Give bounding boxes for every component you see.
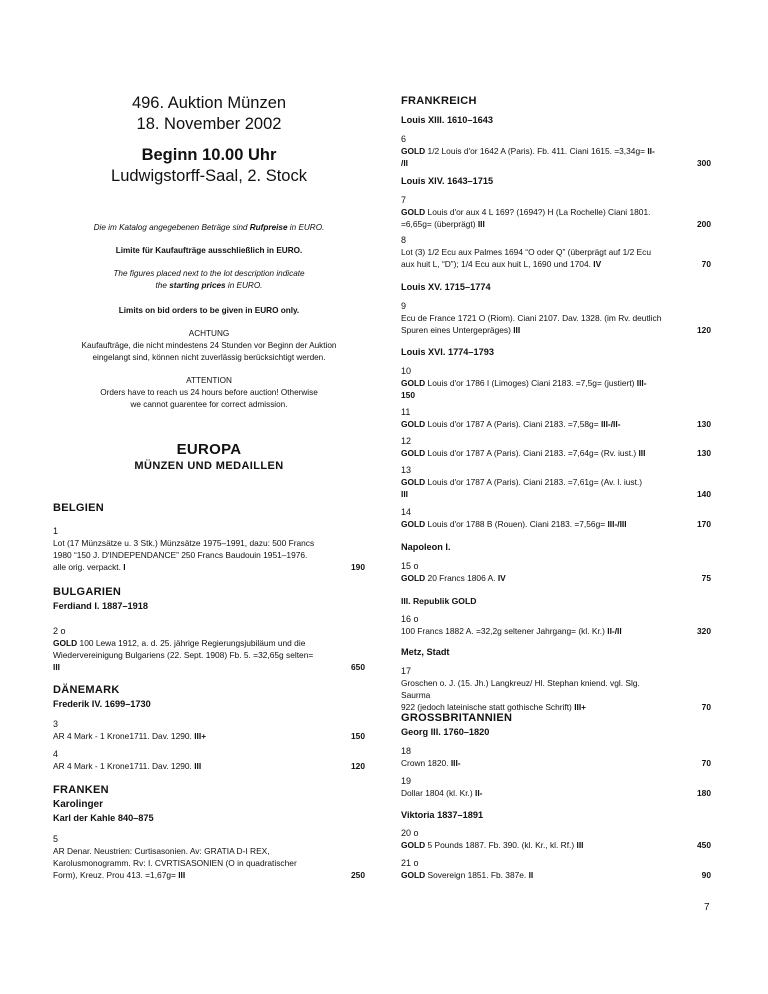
lot-13 (401, 464, 711, 500)
lot-metal: GOLD (401, 419, 426, 429)
lot-text (401, 218, 667, 230)
lot-18 (401, 745, 711, 769)
lot-number: 16 o (401, 614, 419, 624)
lot-metal: GOLD (401, 378, 426, 388)
lot-text: Ecu de France 1721 O (Riom). Ciani 2107. Dav. 1328. (im Rv. deutlich (401, 313, 662, 323)
lot-grade: III (194, 761, 202, 771)
lot-grade: III+ (194, 731, 207, 741)
lot-price: 300 (697, 158, 711, 168)
lot-grade: II-/II (607, 626, 622, 636)
lot-price: 130 (697, 448, 711, 458)
lot-text (401, 572, 667, 584)
lot-3 (53, 718, 365, 742)
lot-grade: IV (497, 573, 506, 583)
lot-text: Louis d'or 1786 I (Limoges) Ciani 2183. =7,5g= (justiert) (425, 378, 637, 388)
lot-grade: III (477, 219, 485, 229)
ruler-heading: Frederik IV. 1699–1730 (53, 699, 151, 709)
lot-text: Louis d'or 1788 B (Rouen). Ciani 2183. =7,56g= (425, 519, 608, 529)
section-title: EUROPA (176, 441, 242, 458)
lot-metal: GOLD (53, 638, 78, 648)
lot-10 (401, 365, 711, 401)
lot-number: 9 (401, 301, 407, 311)
country-heading-grossbritannien: GROSSBRITANNIEN (401, 712, 513, 724)
lot-description (53, 637, 365, 673)
lot-description (401, 518, 711, 530)
lot-grade: III (513, 325, 521, 335)
lot-number: 14 (401, 507, 412, 517)
lot-price: 320 (697, 626, 711, 636)
lot-number: 2 o (53, 626, 66, 636)
ruler-heading: Louis XIV. 1643–1715 (401, 176, 494, 186)
ruler-heading: Louis XVI. 1774–1793 (401, 347, 494, 357)
lot-description (401, 145, 711, 169)
lot-text (401, 787, 667, 799)
lot-text (401, 518, 667, 530)
lot-number: 4 (53, 749, 59, 759)
lot-number: 11 (401, 407, 411, 417)
lot-text: Lot (3) 1/2 Ecu aux Palmes 1694 “O oder Q” (überprägt auf 1/2 Ecu (401, 247, 651, 257)
lot-metal: GOLD (401, 448, 426, 458)
lot-price: 70 (701, 702, 711, 712)
note-en-limits: Limits on bid orders to be given in EURO only. (118, 306, 300, 315)
lot-text (401, 447, 667, 459)
lot-text (401, 869, 667, 881)
lot-price: 70 (701, 259, 711, 269)
lot-grade: IV (593, 259, 602, 269)
lot-price: 75 (701, 573, 711, 583)
lot-text (401, 145, 667, 157)
lot-grade: III (53, 662, 60, 672)
note-text: the (155, 281, 170, 290)
lot-price: 450 (697, 840, 711, 850)
ruler-heading: Louis XIII. 1610–1643 (401, 115, 493, 125)
lot-price: 250 (351, 870, 365, 880)
lot-grade: III-/II- (600, 419, 621, 429)
lot-text: 100 Francs 1882 A. =32,2g seltener Jahrgang= (kl. Kr.) (401, 626, 608, 636)
lot-text (401, 488, 667, 500)
country-heading-bulgarien: BULGARIEN (53, 586, 122, 598)
lot-description (53, 730, 365, 742)
lot-text: Lot (17 Münzsätze u. 3 Stk.) Münzsätze 1975–1991, dazu: 500 Francs (53, 538, 315, 548)
lot-price: 70 (701, 758, 711, 768)
lot-description (401, 625, 711, 637)
lot-description (53, 537, 365, 573)
lot-text (53, 561, 321, 573)
attention-block (53, 375, 365, 411)
lot-price: 120 (351, 761, 365, 771)
lot-price: 650 (351, 662, 365, 672)
lot-20 (401, 827, 711, 851)
lot-5 (53, 833, 365, 881)
lot-number: 7 (401, 195, 407, 205)
lot-text: Groschen o. J. (15. Jh.) Langkreuz/ Hl. Stephan kniend. vgl. Slg. Saurma (401, 678, 640, 700)
ruler-heading: Karl der Kahle 840–875 (53, 813, 154, 823)
lot-text (401, 418, 667, 430)
lot-metal: GOLD (401, 146, 426, 156)
start-time: Beginn 10.00 Uhr (141, 146, 277, 164)
lot-text: Louis d'or 1787 A (Paris). Ciani 2183. =7,61g= (Av. l. iust.) (425, 477, 643, 487)
lot-grade: III (178, 870, 186, 880)
lot-text (401, 625, 667, 637)
note-text: in EURO. (287, 223, 325, 232)
lot-description (53, 845, 365, 881)
lot-text: 5 Pounds 1887. Fb. 390. (kl. Kr., kl. Rf.) (425, 840, 577, 850)
lot-11 (401, 406, 711, 430)
lot-14 (401, 506, 711, 530)
lot-text: AR Denar. Neustrien: Curtisasonien. Av: GRATIA D-I REX, (53, 846, 270, 856)
lot-number: 6 (401, 134, 407, 144)
lot-text: Form), Kreuz. Prou 413. =1,67g= (53, 870, 179, 880)
lot-grade: III-/III (607, 519, 627, 529)
lot-text (401, 206, 667, 218)
lot-text: Karolusmonogramm. Rv: I. CVRTISASONIEN (O in quadratischer (53, 858, 297, 868)
lot-1 (53, 525, 365, 573)
lot-text: =6,65g= (überprägt) (401, 219, 478, 229)
lot-price: 190 (351, 562, 365, 572)
lot-metal: GOLD (401, 870, 426, 880)
lot-19 (401, 775, 711, 799)
lot-grade: III+ (574, 702, 587, 712)
note-emphasis: Rufpreise (249, 223, 288, 232)
country-heading-daenemark: DÄNEMARK (53, 684, 120, 696)
section-subtitle: MÜNZEN UND MEDAILLEN (134, 460, 284, 472)
country-heading-belgien: BELGIEN (53, 502, 104, 514)
lot-grade: II (528, 870, 534, 880)
lot-9 (401, 300, 711, 336)
lot-description (401, 757, 711, 769)
lot-6 (401, 133, 711, 169)
lot-description (401, 572, 711, 584)
note-en-prices (53, 268, 365, 292)
lot-description (53, 760, 365, 772)
lot-grade: III- (636, 378, 647, 388)
lot-text: Wiedervereinigung Bulgariens (22. Sept. 1908) Fb. 5. =32,65g selten= (53, 650, 314, 660)
lot-metal: GOLD (401, 477, 426, 487)
lot-text: 1980 “150 J. D'INDEPENDANCE” 250 Francs Baudouin 1951–1976. (53, 550, 308, 560)
attention-title: ATTENTION (186, 376, 232, 385)
dynasty-heading: Karolinger (53, 799, 104, 810)
note-de-prices (53, 222, 365, 234)
note-text: in EURO. (225, 281, 263, 290)
lot-text (401, 377, 667, 389)
lot-text: Crown 1820. (401, 758, 451, 768)
lot-metal: GOLD (401, 519, 426, 529)
lot-description (401, 839, 711, 851)
lot-price: 120 (697, 325, 711, 335)
page-number: 7 (704, 902, 710, 913)
note-text: The figures placed next to the lot description indicate (113, 269, 305, 278)
lot-description (401, 787, 711, 799)
lot-text: 20 Francs 1806 A. (425, 573, 498, 583)
lot-8 (401, 234, 711, 270)
country-heading-franken: FRANKEN (53, 784, 109, 796)
ruler-heading: Metz, Stadt (401, 647, 450, 657)
lot-text (401, 476, 667, 488)
lot-price: 150 (351, 731, 365, 741)
lot-price: 90 (701, 870, 711, 880)
lot-description (401, 869, 711, 881)
lot-number: 17 (401, 666, 412, 676)
lot-number: 1 (53, 526, 59, 536)
achtung-block (53, 328, 365, 364)
ruler-heading: Ferdiand I. 1887–1918 (53, 601, 148, 611)
lot-text (401, 324, 667, 336)
lot-number: 19 (401, 776, 412, 786)
lot-text: Louis d'or aux 4 L 169? (1694?) H (La Rochelle) Ciani 1801. (425, 207, 651, 217)
lot-2 (53, 625, 365, 673)
lot-text (53, 730, 321, 742)
lot-text: Louis d'or 1787 A (Paris). Ciani 2183. =7,58g= (425, 419, 601, 429)
lot-12 (401, 435, 711, 459)
start-info (53, 145, 365, 187)
ruler-heading: Viktoria 1837–1891 (401, 810, 484, 820)
lot-text: 922 (jedoch lateinische statt gothische Schrift) (401, 702, 575, 712)
lot-text (53, 661, 321, 673)
lot-metal: GOLD (401, 840, 426, 850)
lot-description (401, 246, 711, 270)
note-de-limits: Limite für Kaufaufträge ausschließlich in EURO. (115, 246, 303, 255)
lot-description (401, 677, 711, 713)
note-text (53, 280, 365, 292)
lot-description (401, 476, 711, 500)
venue: Ludwigstorff-Saal, 2. Stock (111, 167, 307, 185)
country-heading-frankreich: FRANKREICH (401, 95, 477, 107)
lot-price: 170 (697, 519, 711, 529)
lot-text: alle orig. verpackt. (53, 562, 124, 572)
lot-text: 100 Lewa 1912, a. d. 25. jährige Regierungsjubiläum und die (77, 638, 306, 648)
note-text: Die im Katalog angegebenen Beträge sind (93, 223, 250, 232)
lot-description (401, 447, 711, 459)
lot-description (401, 418, 711, 430)
lot-price: 150 (401, 390, 415, 400)
ruler-heading: Napoleon I. (401, 542, 451, 552)
attention-text: Orders have to reach us 24 hours before auction! Otherwise (100, 388, 318, 397)
lot-15 (401, 560, 711, 584)
lot-text: Dollar 1804 (kl. Kr.) (401, 788, 476, 798)
lot-price: 130 (697, 419, 711, 429)
lot-description (401, 312, 711, 336)
attention-text: we cannot guarentee for correct admission. (130, 400, 288, 409)
lot-text: aux huit L, “D”); 1/4 Ecu aux huit L, 1690 und 1704. (401, 259, 594, 269)
ruler-heading: III. Republik GOLD (401, 596, 477, 606)
lot-description (401, 206, 711, 230)
achtung-text: eingelangt sind, können nicht zuverlässig berücksichtigt werden. (92, 353, 326, 362)
lot-text: AR 4 Mark - 1 Krone1711. Dav. 1290. (53, 731, 195, 741)
lot-number: 20 o (401, 828, 419, 838)
lot-text (53, 637, 321, 649)
achtung-title: ACHTUNG (188, 329, 230, 338)
lot-number: 15 o (401, 561, 419, 571)
ruler-heading: Louis XV. 1715–1774 (401, 282, 491, 292)
lot-number: 3 (53, 719, 59, 729)
lot-17 (401, 665, 711, 713)
lot-grade: III (401, 489, 408, 499)
lot-text (401, 258, 667, 270)
note-emphasis: starting prices (169, 281, 226, 290)
lot-text (401, 839, 667, 851)
lot-text: 1/2 Louis d'or 1642 A (Paris). Fb. 411. Ciani 1615. =3,34g= (425, 146, 648, 156)
lot-16 (401, 613, 711, 637)
lot-grade: III (576, 840, 584, 850)
lot-number: 5 (53, 834, 59, 844)
lot-text (53, 869, 321, 881)
lot-number: 13 (401, 465, 412, 475)
auction-title (53, 93, 365, 135)
lot-number: 8 (401, 235, 407, 245)
lot-number: 18 (401, 746, 412, 756)
lot-21 (401, 857, 711, 881)
lot-grade: /II (401, 158, 408, 168)
auction-title-line1: 496. Auktion Münzen (131, 94, 287, 112)
lot-4 (53, 748, 365, 772)
lot-grade: III- (450, 758, 461, 768)
lot-number: 10 (401, 366, 412, 376)
lot-description (401, 377, 711, 401)
lot-number: 12 (401, 436, 412, 446)
lot-price: 200 (697, 219, 711, 229)
lot-grade: I (123, 562, 126, 572)
ruler-heading: Georg III. 1760–1820 (401, 727, 490, 737)
lot-metal: GOLD (401, 207, 426, 217)
auction-title-line2: 18. November 2002 (136, 115, 282, 133)
lot-number: 21 o (401, 858, 419, 868)
lot-grade: III (638, 448, 646, 458)
lot-text (401, 157, 667, 169)
lot-price: 180 (697, 788, 711, 798)
lot-text: Louis d'or 1787 A (Paris). Ciani 2183. =7,64g= (Rv. iust.) (425, 448, 639, 458)
lot-text (53, 760, 321, 772)
lot-metal: GOLD (401, 573, 426, 583)
lot-text: Sovereign 1851. Fb. 387e. (425, 870, 529, 880)
achtung-text: Kaufaufträge, die nicht mindestens 24 Stunden vor Beginn der Auktion (81, 341, 337, 350)
lot-text (401, 757, 667, 769)
lot-7 (401, 194, 711, 230)
lot-grade: II- (475, 788, 483, 798)
lot-text: Spuren eines Untergepräges) (401, 325, 514, 335)
lot-text: AR 4 Mark - 1 Krone1711. Dav. 1290. (53, 761, 195, 771)
lot-text (401, 389, 667, 401)
lot-price: 140 (697, 489, 711, 499)
lot-grade: II- (647, 146, 655, 156)
